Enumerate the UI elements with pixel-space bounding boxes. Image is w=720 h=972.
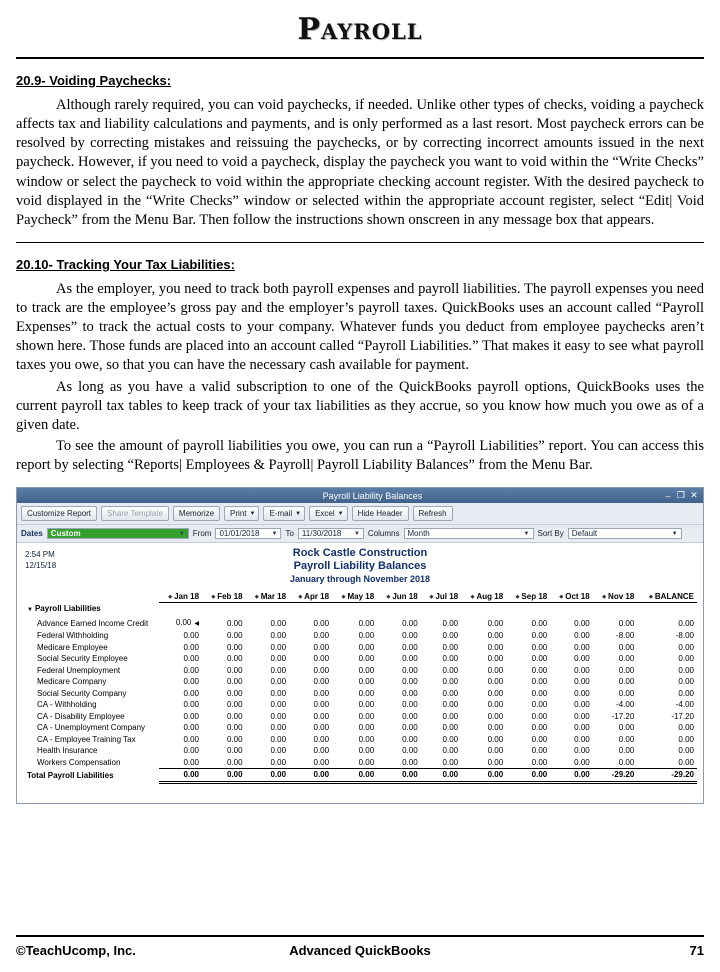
row-value: 0.00	[402, 711, 418, 721]
footer-book-title: Advanced QuickBooks	[289, 943, 431, 958]
row-value: 0.00	[531, 631, 548, 641]
column-header-jun[interactable]: ◆ Jun 18	[377, 592, 421, 603]
row-value: 0.00	[442, 631, 459, 641]
row-value: 0.00	[183, 665, 200, 675]
payroll-liability-table	[23, 592, 697, 784]
row-value: 0.00	[402, 642, 418, 652]
chevron-down-icon: ▼	[178, 530, 185, 537]
row-value: 0.00	[531, 654, 548, 664]
sortby-value: Default	[571, 529, 598, 539]
chevron-down-icon: ▼	[249, 510, 256, 517]
total-value: 0.00	[159, 769, 202, 783]
page-title: Payroll	[297, 12, 423, 47]
row-value: 0.00	[270, 688, 287, 698]
window-controls	[664, 490, 699, 501]
row-label: Federal Unemployment	[37, 665, 121, 675]
report-header	[23, 547, 697, 586]
row-value: 0.00	[226, 631, 243, 641]
group-label: Payroll Liabilities	[34, 604, 101, 614]
row-value: 0.00	[487, 711, 504, 721]
table-row[interactable]	[23, 722, 697, 734]
row-value: 0.00	[402, 746, 418, 756]
row-value: 0.00	[461, 757, 506, 769]
row-value: 0.00	[402, 631, 418, 641]
row-value: 0.00	[226, 746, 243, 756]
row-label: CA - Employee Training Tax	[37, 734, 136, 744]
excel-label: Excel	[315, 509, 335, 519]
row-label: Medicare Company	[37, 677, 107, 687]
row-value: 0.00	[618, 642, 635, 652]
from-date-input[interactable]	[215, 528, 281, 539]
row-value: 0.00	[487, 654, 504, 664]
row-value: 0.00	[313, 631, 330, 641]
row-value: 0.00	[574, 618, 590, 628]
table-row[interactable]	[23, 665, 697, 677]
paragraph-voiding-paychecks: Although rarely required, you can void paychecks, if needed. Unlike other types of checks, voiding a paycheck affects tax and liability calculations and payments, and is only performed as a last resort. Most paycheck errors can be resolved by correcting mistakes and reissuing the paychecks, or by correcting incorrect amounts issued in the next paycheck. However, if you need to void a paycheck, display the paycheck you want to void within the “Write Checks” window or select the paycheck to void within the appropriate checking account register. With the desired paycheck to void displayed in the “Write Checks” window or selected within the appropriate account register, select “Edit| Void Paycheck” from the Menu Bar. Then follow the instructions shown onscreen in any message box that appears.	[16, 97, 704, 228]
row-value: 0.00	[531, 734, 548, 744]
row-value: 0.00	[402, 677, 418, 687]
triangle-down-icon: ▼	[27, 607, 33, 614]
column-header-apr[interactable]: ◆ Apr 18	[289, 592, 332, 603]
report-toolbar	[17, 503, 703, 525]
hide-header-button[interactable]: Hide Header	[352, 506, 409, 521]
row-value: 0.00	[226, 723, 243, 733]
table-group-row[interactable]	[23, 603, 697, 617]
row-value: 0.00	[618, 618, 635, 628]
row-value: 0.00	[402, 654, 418, 664]
row-value: 0.00	[313, 723, 330, 733]
excel-button[interactable]	[309, 506, 348, 521]
total-value: 0.00	[377, 769, 421, 783]
row-value: 0.00	[618, 688, 635, 698]
print-label: Print	[230, 509, 247, 519]
paragraph-tax-liabilities-1: As the employer, you need to track both payroll expenses and payroll liabilities. The payroll expenses you need to track are the employee’s gross pay and the employer’s payroll taxes. QuickBooks uses an account called “Payroll Expenses” to track the actual costs to your company. Whatever funds you deduct from employee paychecks aren’t shown here. Those funds are placed into an account called “Payroll Liabilities.” That makes it easy to see what payroll taxes you owe, so that you can have the necessary cash available for payment.	[16, 280, 704, 374]
chevron-down-icon: ▼	[671, 530, 678, 537]
row-value: 0.00	[226, 642, 243, 652]
cursor-marker-icon: ◀	[194, 620, 200, 627]
refresh-button[interactable]: Refresh	[413, 506, 453, 521]
column-header-mar[interactable]: ◆ Mar 18	[246, 592, 290, 603]
row-value: 0.00	[618, 665, 635, 675]
section-heading-tracking-tax-liabilities: 20.10- Tracking Your Tax Liabilities:	[16, 256, 235, 272]
row-value: 0.00	[358, 654, 375, 664]
report-subtitle: January through November 2018	[289, 574, 431, 585]
to-date-value: 11/30/2018	[301, 529, 342, 539]
row-value: 0.00	[402, 700, 418, 710]
row-value: 0.00 ◀	[175, 617, 200, 627]
total-value: 0.00	[506, 769, 550, 783]
row-value: 0.00	[402, 734, 418, 744]
row-value: 0.00	[377, 757, 421, 769]
row-value: 0.00	[531, 665, 548, 675]
table-row[interactable]	[23, 676, 697, 688]
row-value: 0.00	[531, 711, 548, 721]
row-value: 0.00	[358, 711, 375, 721]
dates-label: Dates	[21, 529, 43, 539]
row-value: 0.00	[270, 654, 287, 664]
row-value: 0.00	[531, 688, 548, 698]
row-value: 0.00	[531, 723, 548, 733]
row-value: 0.00	[574, 711, 590, 721]
total-value: 0.00	[202, 769, 246, 783]
row-value: 0.00	[313, 746, 330, 756]
total-value: 0.00	[421, 769, 461, 783]
email-button[interactable]	[263, 506, 305, 521]
dates-value: Custom	[50, 529, 81, 539]
row-value: 0.00	[289, 757, 332, 769]
row-value: 0.00	[358, 618, 375, 628]
row-value: 0.00	[313, 734, 330, 744]
to-label: To	[285, 529, 294, 539]
report-title: Payroll Liability Balances	[293, 560, 427, 573]
row-value: 0.00	[678, 688, 694, 698]
row-value: 0.00	[358, 688, 375, 698]
column-header-may[interactable]: ◆ May 18	[332, 592, 377, 603]
chevron-down-icon: ▼	[337, 510, 344, 517]
row-label: Federal Withholding	[37, 631, 109, 641]
row-value: -8.00	[675, 631, 694, 641]
column-header-jan[interactable]: ◆ Jan 18	[159, 592, 202, 603]
row-value: 0.00	[531, 642, 548, 652]
row-value: 0.00	[313, 700, 330, 710]
row-value: 0.00	[618, 677, 635, 687]
row-value: 0.00	[183, 688, 200, 698]
section-divider	[16, 242, 704, 243]
row-value: 0.00	[358, 665, 375, 675]
paragraph-tax-liabilities-2: As long as you have a valid subscription to one of the QuickBooks payroll options, QuickBooks uses the current payroll tax tables to keep track of your tax liabilities as they accrue, so you know how much you owe as of a given date.	[16, 378, 704, 433]
table-row[interactable]	[23, 699, 697, 711]
row-value: 0.00	[358, 723, 375, 733]
total-value: 0.00	[550, 769, 593, 783]
row-value: 0.00	[574, 642, 590, 652]
column-header-sep[interactable]: ◆ Sep 18	[506, 592, 550, 603]
row-value: 0.00	[159, 757, 202, 769]
row-label: CA - Withholding	[37, 700, 97, 710]
footer-divider	[16, 935, 704, 937]
report-company: Rock Castle Construction	[292, 547, 428, 560]
row-value: 0.00	[270, 723, 287, 733]
columns-label: Columns	[367, 529, 400, 539]
row-value: 0.00	[358, 746, 375, 756]
table-row[interactable]	[23, 734, 697, 746]
report-body	[17, 543, 703, 803]
row-value: 0.00	[270, 642, 287, 652]
table-row[interactable]	[23, 617, 697, 631]
row-value: 0.00	[270, 631, 287, 641]
row-value: -17.20	[671, 711, 694, 721]
memorize-button[interactable]: Memorize	[173, 506, 220, 521]
row-value: 0.00	[531, 746, 548, 756]
row-value: 0.00	[618, 654, 635, 664]
header-divider	[16, 57, 704, 59]
row-value: 0.00	[358, 631, 375, 641]
row-label: Medicare Employee	[37, 642, 108, 652]
row-value: 0.00	[313, 688, 330, 698]
row-value: 0.00	[270, 746, 287, 756]
row-value: 0.00	[442, 734, 459, 744]
share-template-button[interactable]: Share Template	[101, 506, 169, 521]
row-value: 0.00	[226, 665, 243, 675]
column-header-oct[interactable]: ◆ Oct 18	[550, 592, 593, 603]
row-value: 0.00	[313, 677, 330, 687]
row-value: 0.00	[183, 723, 200, 733]
row-value: 0.00	[313, 711, 330, 721]
row-value: 0.00	[487, 700, 504, 710]
row-value: 0.00	[442, 700, 459, 710]
row-value: -17.20	[611, 711, 635, 721]
row-value: 0.00	[678, 654, 694, 664]
row-value: 0.00	[402, 688, 418, 698]
row-value: 0.00	[531, 618, 548, 628]
table-row[interactable]	[23, 630, 697, 642]
document-page	[0, 12, 720, 972]
total-value: 0.00	[461, 769, 506, 783]
sortby-select[interactable]	[568, 528, 682, 539]
row-value: 0.00	[226, 618, 243, 628]
row-value: 0.00	[270, 677, 287, 687]
column-header-blank	[23, 592, 159, 603]
row-value: 0.00	[618, 746, 635, 756]
row-value: 0.00	[183, 677, 200, 687]
table-row[interactable]	[23, 757, 697, 769]
columns-select[interactable]	[404, 528, 534, 539]
row-value: 0.00	[270, 665, 287, 675]
row-value: 0.00	[226, 688, 243, 698]
row-value: 0.00	[226, 734, 243, 744]
row-value: 0.00	[442, 688, 459, 698]
row-value: 0.00	[313, 618, 330, 628]
row-value: 0.00	[678, 677, 694, 687]
total-label: Total Payroll Liabilities	[27, 770, 114, 780]
chevron-down-icon: ▼	[523, 530, 530, 537]
row-value: 0.00	[487, 677, 504, 687]
columns-value: Month	[407, 529, 430, 539]
row-value: 0.00	[183, 654, 200, 664]
row-value: 0.00	[442, 642, 459, 652]
row-value: 0.00	[442, 618, 459, 628]
row-value: 0.00	[358, 734, 375, 744]
row-value: -4.00	[616, 700, 635, 710]
group-label-cell	[23, 603, 697, 617]
row-value: 0.00	[487, 642, 504, 652]
minimize-icon[interactable]: –	[665, 490, 672, 501]
table-row[interactable]	[23, 688, 697, 700]
row-value: 0.00	[313, 654, 330, 664]
row-value: 0.00	[358, 677, 375, 687]
calendar-icon: ▼	[271, 530, 278, 537]
total-value: -29.20	[637, 769, 697, 783]
table-total-row	[23, 769, 697, 783]
row-value: 0.00	[402, 723, 418, 733]
row-value: 0.00	[226, 654, 243, 664]
row-value: 0.00	[574, 688, 590, 698]
report-timestamp	[25, 549, 56, 571]
row-value: 0.00	[442, 723, 459, 733]
sortby-label: Sort By	[537, 529, 564, 539]
row-value: -8.00	[616, 631, 635, 641]
table-body	[23, 603, 697, 783]
row-value: 0.00	[270, 618, 287, 628]
row-value: 0.00	[442, 654, 459, 664]
row-value: 0.00	[442, 711, 459, 721]
row-value: 0.00	[202, 757, 246, 769]
row-value: 0.00	[183, 746, 200, 756]
row-value: 0.00	[678, 618, 694, 628]
row-value: 0.00	[183, 631, 200, 641]
total-value: -29.20	[593, 769, 638, 783]
row-value: 0.00	[402, 618, 418, 628]
row-value: 0.00	[487, 631, 504, 641]
page-footer	[16, 925, 704, 958]
row-value: 0.00	[183, 642, 200, 652]
row-value: 0.00	[574, 654, 590, 664]
email-label: E-mail	[269, 509, 293, 519]
report-filter-bar	[17, 525, 703, 543]
footer-copyright: ©TeachUcomp, Inc.	[16, 943, 136, 958]
column-header-balance[interactable]: ◆ BALANCE	[637, 592, 697, 603]
table-header-row	[23, 592, 697, 603]
to-date-input[interactable]	[298, 528, 364, 539]
row-label: CA - Unemployment Company	[37, 723, 146, 733]
row-value: 0.00	[442, 677, 459, 687]
row-value: 0.00	[487, 734, 504, 744]
close-icon[interactable]: ✕	[690, 490, 699, 501]
row-value: 0.00	[593, 757, 638, 769]
row-value: 0.00	[574, 677, 590, 687]
row-label: CA - Disability Employee	[37, 711, 125, 721]
total-value: 0.00	[246, 769, 290, 783]
row-value: 0.00	[226, 711, 243, 721]
table-row[interactable]	[23, 642, 697, 654]
row-value: 0.00	[246, 757, 290, 769]
row-value: 0.00	[358, 642, 375, 652]
row-value: 0.00	[358, 700, 375, 710]
dates-select[interactable]	[47, 528, 189, 539]
report-date: 12/15/18	[25, 561, 57, 571]
row-value: 0.00	[183, 711, 200, 721]
row-value: 0.00	[574, 665, 590, 675]
row-label: Health Insurance	[37, 746, 98, 756]
window-titlebar	[17, 488, 703, 503]
row-value: 0.00	[313, 665, 330, 675]
row-value: 0.00	[618, 723, 635, 733]
section-heading-voiding-paychecks: 20.9- Voiding Paychecks:	[16, 73, 172, 88]
row-label: Social Security Company	[37, 688, 127, 698]
row-value: 0.00	[531, 700, 548, 710]
row-label: Social Security Employee	[37, 654, 128, 664]
maximize-icon[interactable]: ❐	[676, 490, 686, 501]
column-header-nov[interactable]: ◆ Nov 18	[593, 592, 638, 603]
row-value: 0.00	[183, 734, 200, 744]
row-value: 0.00	[313, 642, 330, 652]
chevron-down-icon: ▼	[295, 510, 302, 517]
table-row[interactable]	[23, 711, 697, 723]
report-time: 2:54 PM	[25, 550, 55, 560]
column-header-jul[interactable]: ◆ Jul 18	[421, 592, 461, 603]
row-value: 0.00	[487, 618, 504, 628]
row-value: 0.00	[487, 688, 504, 698]
window-title: Payroll Liability Balances	[322, 490, 423, 501]
row-value: 0.00	[550, 757, 593, 769]
row-value: 0.00	[678, 723, 694, 733]
row-value: 0.00	[270, 711, 287, 721]
column-header-aug[interactable]: ◆ Aug 18	[461, 592, 506, 603]
row-value: 0.00	[332, 757, 377, 769]
row-label: Advance Earned Income Credit	[37, 618, 149, 628]
row-value: 0.00	[678, 746, 694, 756]
row-value: 0.00	[487, 665, 504, 675]
row-value: 0.00	[442, 746, 459, 756]
quickbooks-report-window	[16, 487, 704, 804]
row-value: 0.00	[487, 746, 504, 756]
row-value: 0.00	[270, 734, 287, 744]
row-value: 0.00	[574, 723, 590, 733]
row-value: 0.00	[574, 631, 590, 641]
row-value: 0.00	[226, 677, 243, 687]
row-value: 0.00	[487, 723, 504, 733]
row-value: 0.00	[637, 757, 697, 769]
customize-report-button[interactable]: Customize Report	[21, 506, 97, 521]
footer-page-number: 71	[689, 943, 704, 958]
calendar-icon: ▼	[353, 530, 360, 537]
row-value: 0.00	[574, 700, 590, 710]
row-value: 0.00	[678, 665, 694, 675]
row-value: 0.00	[421, 757, 461, 769]
row-value: -4.00	[675, 700, 694, 710]
from-date-value: 01/01/2018	[219, 529, 260, 539]
row-value: 0.00	[183, 700, 200, 710]
row-value: 0.00	[506, 757, 550, 769]
row-value: 0.00	[618, 734, 635, 744]
row-value: 0.00	[270, 700, 287, 710]
row-value: 0.00	[402, 665, 418, 675]
table-row[interactable]	[23, 745, 697, 757]
paragraph-tax-liabilities-3: To see the amount of payroll liabilities you owe, you can run a “Payroll Liabilities” report. You can access this report by selecting “Reports| Employees & Payroll| Payroll Liability Balances” from the Menu Bar.	[16, 437, 704, 473]
row-value: 0.00	[226, 700, 243, 710]
row-value: 0.00	[574, 746, 590, 756]
row-value: 0.00	[531, 677, 548, 687]
row-value: 0.00	[574, 734, 590, 744]
total-value: 0.00	[289, 769, 332, 783]
column-header-feb[interactable]: ◆ Feb 18	[202, 592, 246, 603]
row-value: 0.00	[678, 734, 694, 744]
row-value: 0.00	[442, 665, 459, 675]
from-label: From	[192, 529, 212, 539]
row-value: 0.00	[678, 642, 694, 652]
row-label: Workers Compensation	[37, 757, 121, 767]
table-row[interactable]	[23, 653, 697, 665]
total-value: 0.00	[332, 769, 377, 783]
print-button[interactable]	[224, 506, 259, 521]
